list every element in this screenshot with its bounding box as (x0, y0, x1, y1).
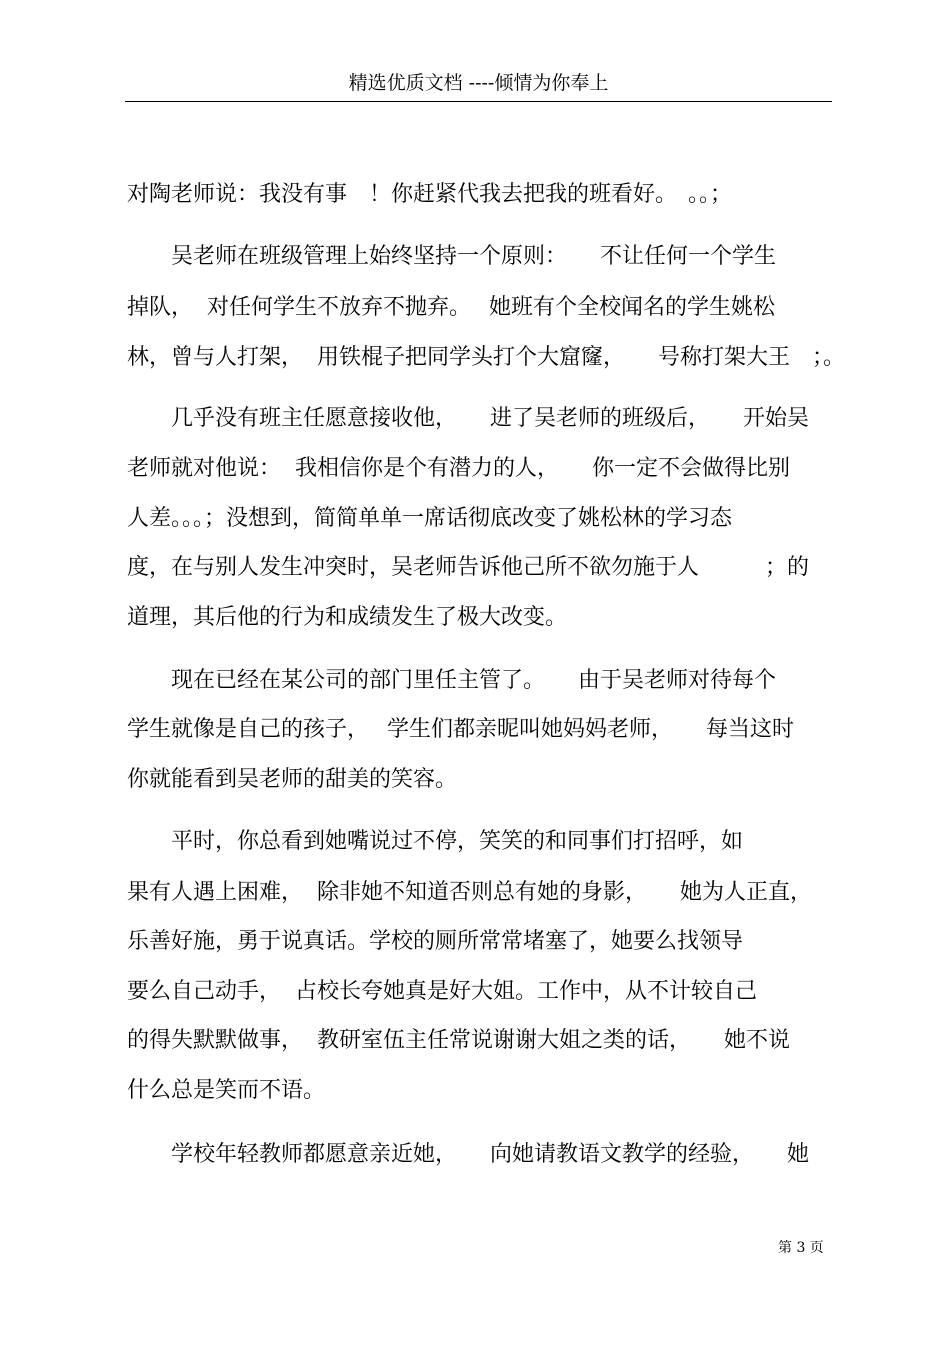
text-line: 林，曾与人打架， 用铁棍子把同学头打个大窟窿， 号称打架大王 ；。 (127, 345, 845, 370)
text-line: 平时，你总看到她嘴说过不停，笑笑的和同事们打招呼，如 (127, 829, 744, 854)
text-line: 对陶老师说：我没有事 ！你赶紧代我去把我的班看好。 。。； (127, 182, 733, 207)
text-line: 道理，其后他的行为和成绩发生了极大改变。 (127, 605, 568, 630)
text-line: 乐善好施，勇于说真话。学校的厕所常常堵塞了，她要么找领导 (127, 929, 744, 954)
page-header (125, 68, 832, 102)
text-line: 要么自己动手， 占校长夸她真是好大姐。工作中，从不计较自己 (127, 979, 757, 1004)
text-line: 学生就像是自己的孩子， 学生们都亲昵叫她妈妈老师， 每当这时 (127, 717, 794, 742)
text-line: 果有人遇上困难， 除非她不知道否则总有她的身影， 她为人正直， (127, 880, 812, 905)
text-line: 度，在与别人发生冲突时，吴老师告诉他己所不欲勿施于人 ；的 (127, 555, 810, 580)
text-line: 你就能看到吴老师的甜美的笑容。 (127, 767, 458, 792)
text-line: 老师就对他说： 我相信你是个有潜力的人， 你一定不会做得比别 (127, 456, 790, 481)
page-number: 第 3 页 (778, 1240, 824, 1256)
header-title: 精选优质文档 ----倾情为你奉上 (348, 72, 609, 94)
text-line: 什么总是笑而不语。 (127, 1078, 326, 1103)
text-line: 掉队， 对任何学生不放弃不抛弃。 她班有个全校闻名的学生姚松 (127, 295, 775, 320)
text-line: 现在已经在某公司的部门里任主管了。 由于吴老师对待每个 (127, 668, 777, 693)
text-line: 的得失默默做事， 教研室伍主任常说谢谢大姐之类的话， 她不说 (127, 1028, 790, 1053)
text-line: 几乎没有班主任愿意接收他， 进了吴老师的班级后， 开始吴 (127, 406, 810, 431)
text-line: 吴老师在班级管理上始终坚持一个原则： 不让任何一个学生 (127, 244, 777, 269)
text-line: 人差。。。；没想到，简简单单一席话彻底改变了姚松林的学习态 (127, 506, 733, 531)
text-line: 学校年轻教师都愿意亲近她， 向她请教语文教学的经验， 她 (127, 1142, 810, 1167)
